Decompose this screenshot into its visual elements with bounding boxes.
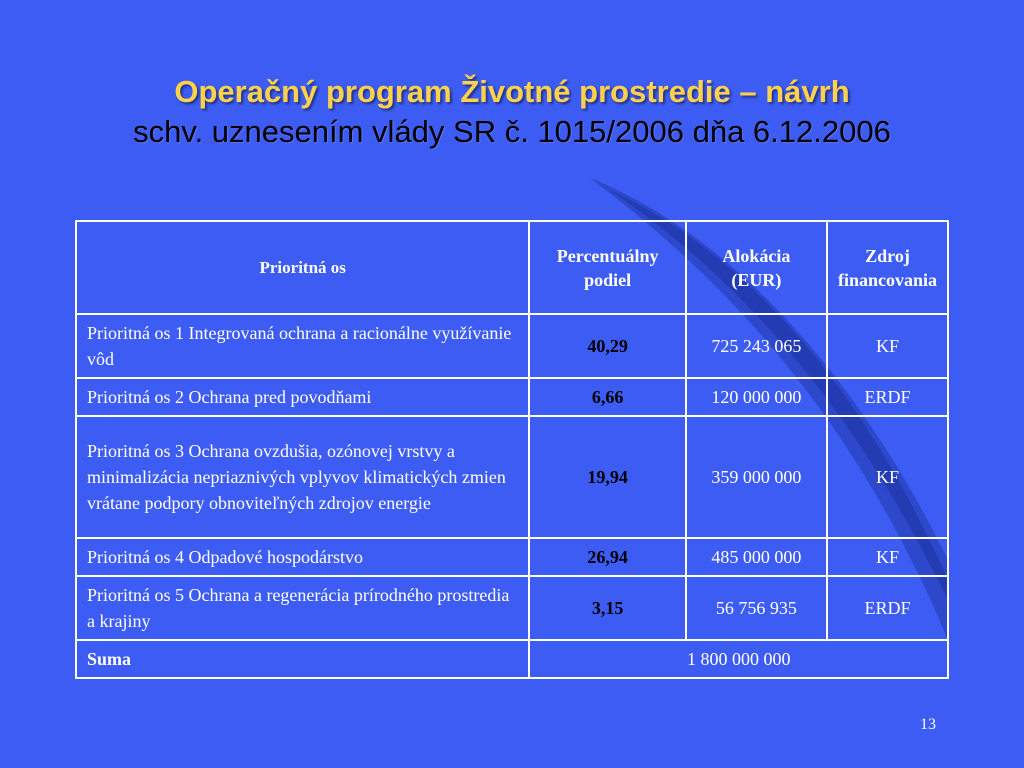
axis-cell: Prioritná os 3 Ochrana ovzdušia, ozónovej vrstvy a minimalizácia nepriaznivých vplyvov klimatických zmien vrátane podpory obnoviteľných zdrojov energie	[76, 416, 529, 538]
table-row	[76, 576, 948, 640]
source-cell: ERDF	[827, 378, 948, 416]
table-row	[76, 538, 948, 576]
table-row	[76, 314, 948, 378]
title-subtitle: schv. uznesením vlády SR č. 1015/2006 dňa 6.12.2006	[133, 114, 891, 149]
header-percentage: Percentuálny podiel	[529, 221, 685, 314]
allocation-cell: 485 000 000	[686, 538, 827, 576]
allocation-cell: 56 756 935	[686, 576, 827, 640]
percentage-cell: 19,94	[529, 416, 685, 538]
table-row	[76, 378, 948, 416]
sum-label: Suma	[76, 640, 529, 678]
axis-cell: Prioritná os 5 Ochrana a regenerácia prírodného prostredia a krajiny	[76, 576, 529, 640]
slide-number: 13	[920, 716, 936, 733]
axis-cell: Prioritná os 2 Ochrana pred povodňami	[76, 378, 529, 416]
header-source: Zdroj financovania	[827, 221, 948, 314]
header-allocation: Alokácia (EUR)	[686, 221, 827, 314]
axis-cell: Prioritná os 1 Integrovaná ochrana a racionálne využívanie vôd	[76, 314, 529, 378]
header-axis: Prioritná os	[76, 221, 529, 314]
table-header-row	[76, 221, 948, 314]
percentage-cell: 40,29	[529, 314, 685, 378]
source-cell: KF	[827, 538, 948, 576]
priority-axis-table	[75, 220, 949, 679]
table-row	[76, 416, 948, 538]
percentage-cell: 6,66	[529, 378, 685, 416]
source-cell: KF	[827, 416, 948, 538]
source-cell: KF	[827, 314, 948, 378]
axis-cell: Prioritná os 4 Odpadové hospodárstvo	[76, 538, 529, 576]
table-sum-row	[76, 640, 948, 678]
title-main: Operačný program Životné prostredie – návrh	[174, 74, 850, 109]
percentage-cell: 26,94	[529, 538, 685, 576]
allocation-cell: 359 000 000	[686, 416, 827, 538]
allocation-cell: 725 243 065	[686, 314, 827, 378]
slide-title	[0, 72, 1024, 152]
sum-value: 1 800 000 000	[529, 640, 948, 678]
source-cell: ERDF	[827, 576, 948, 640]
allocation-cell: 120 000 000	[686, 378, 827, 416]
percentage-cell: 3,15	[529, 576, 685, 640]
